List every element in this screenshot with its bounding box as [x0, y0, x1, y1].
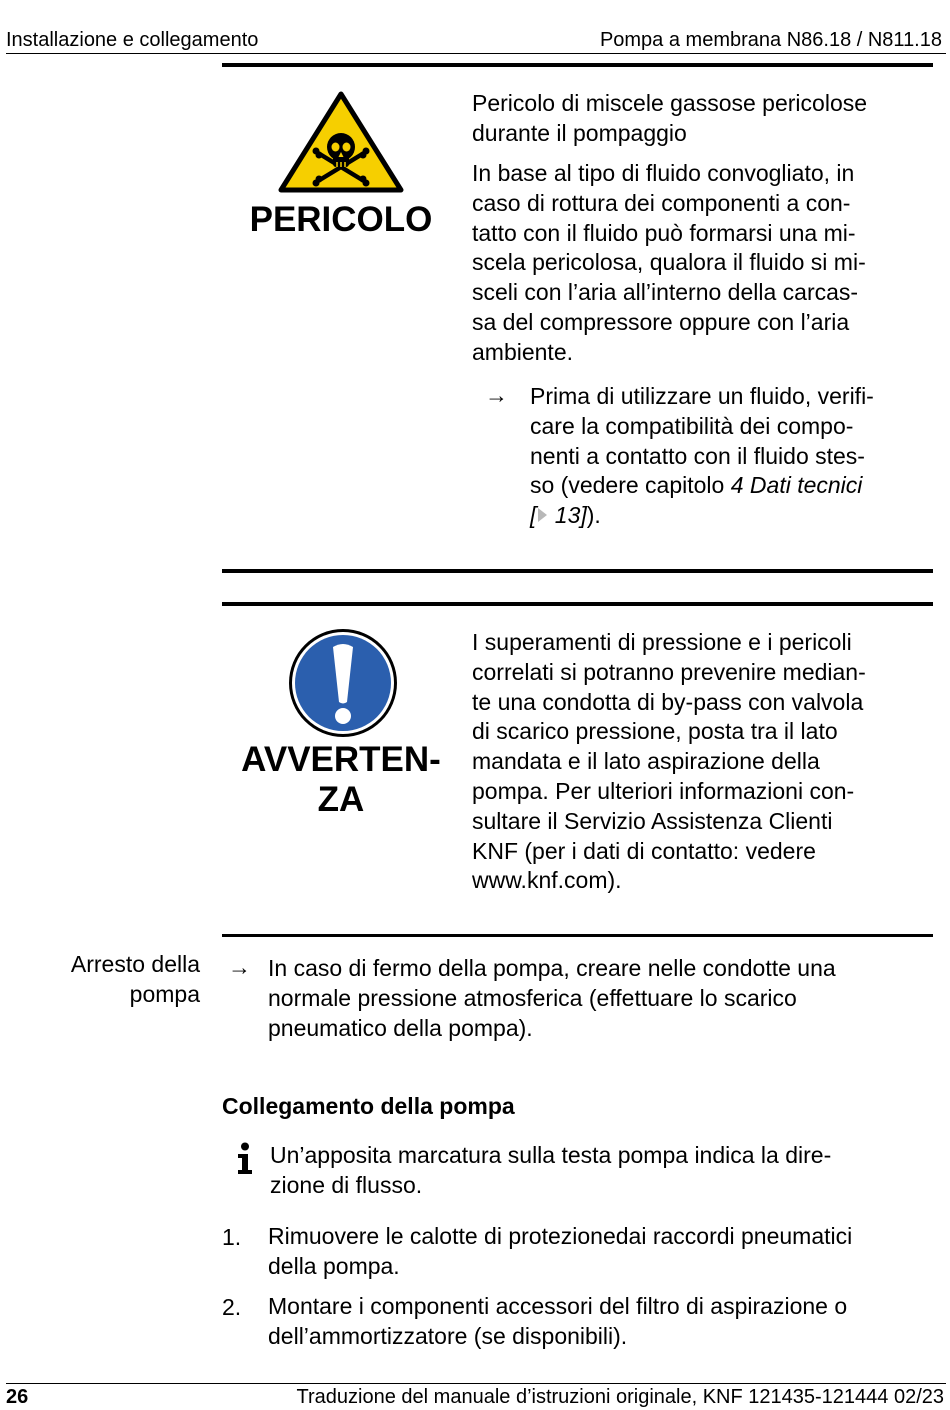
warning-body-line: KNF (per i dati di contatto: vedere	[472, 837, 816, 864]
chapter-reference-link[interactable]: 4 Dati tecnici	[730, 472, 863, 499]
step-text-line: della pompa.	[268, 1252, 400, 1279]
danger-box-top-rule	[222, 63, 933, 67]
page-ref-close: ).	[586, 502, 601, 529]
header-rule	[6, 53, 946, 54]
page-ref-number: 13]	[548, 502, 587, 529]
exclamation-circle-icon	[287, 627, 399, 739]
danger-action-arrow-icon: →	[485, 382, 508, 408]
page-number: 26	[6, 1386, 29, 1408]
stop-margin-label-line: pompa	[129, 980, 200, 1007]
danger-body	[472, 159, 942, 368]
stop-margin-label-line: Arresto della	[70, 951, 200, 977]
warning-signal-line: ZA	[317, 780, 365, 819]
warning-body-line: di scarico pressione, posta tra il lato	[472, 718, 838, 745]
header-section-title: Installazione e collegamento	[6, 29, 259, 51]
danger-signal-word: PERICOLO	[249, 200, 433, 239]
danger-title-line: Pericolo di miscele gassose pericolose	[472, 90, 868, 116]
danger-action-line: nenti a contatto con il fluido stes-	[530, 442, 865, 469]
connection-info-line: Un’apposita marcatura sulla testa pompa indica la dire-	[270, 1142, 832, 1168]
warning-body-line: pompa. Per ulteriori informazioni con-	[472, 777, 855, 804]
danger-action	[530, 382, 942, 531]
stop-margin-label	[10, 950, 200, 1010]
warning-signal-line: AVVERTEN-	[241, 740, 441, 779]
warning-signal-word	[226, 740, 456, 820]
warning-box-top-rule	[222, 602, 933, 606]
stop-instruction	[268, 954, 943, 1043]
warning-body-line: mandata e il lato aspirazione della	[472, 748, 820, 775]
stop-instruction-line: In caso di fermo della pompa, creare nelle condotte una	[268, 955, 836, 981]
play-triangle-icon	[538, 508, 547, 522]
danger-action-line	[530, 471, 942, 501]
page-ref-open-bracket: [	[530, 502, 537, 529]
step-text-line: dell’ammortizzatore (se disponibili).	[268, 1322, 628, 1349]
page-reference-link[interactable]	[530, 502, 587, 528]
connection-info	[270, 1141, 942, 1201]
danger-action-last-prefix: so (vedere capitolo	[530, 472, 731, 499]
danger-action-line	[530, 501, 942, 531]
danger-action-line: care la compatibilità dei compo-	[530, 412, 854, 439]
danger-body-line: ambiente.	[472, 338, 574, 365]
danger-action-line: Prima di utilizzare un fluido, verifi-	[530, 383, 874, 409]
danger-title	[472, 89, 942, 149]
danger-body-line: caso di rottura dei componenti a con-	[472, 189, 851, 216]
step-text	[268, 1222, 943, 1282]
warning-body-line: correlati si potranno prevenire median-	[472, 658, 866, 685]
skull-crossbones-warning-triangle-icon	[278, 91, 404, 193]
stop-instruction-line: pneumatico della pompa).	[268, 1014, 533, 1041]
stop-instruction-line: normale pressione atmosferica (effettuare lo scarico	[268, 984, 797, 1011]
step-text	[268, 1292, 943, 1352]
warning-body-line: I superamenti di pressione e i pericoli	[472, 629, 852, 655]
danger-box-bottom-rule	[222, 569, 933, 573]
warning-body-line: te una condotta di by-pass con valvola	[472, 688, 864, 715]
step-text-line: Montare i componenti accessori del filtro di aspirazione o	[268, 1293, 848, 1319]
connection-info-line: zione di flusso.	[270, 1171, 423, 1198]
stop-arrow-icon: →	[228, 954, 251, 980]
connection-heading: Collegamento della pompa	[222, 1093, 515, 1119]
step-text-line: Rimuovere le calotte di protezionedai raccordi pneumatici	[268, 1223, 853, 1249]
header-product-title: Pompa a membrana N86.18 / N811.18	[599, 29, 942, 51]
warning-body-line[interactable]	[472, 866, 942, 896]
warning-body-line: sultare il Servizio Assistenza Clienti	[472, 807, 833, 834]
step-number: 2.	[222, 1294, 242, 1320]
danger-body-line: sceli con l’aria all’interno della carcas-	[472, 279, 859, 306]
danger-body-line: scela pericolosa, qualora il fluido si mi-	[472, 249, 866, 276]
knf-website-link[interactable]: www.knf.com).	[472, 867, 622, 894]
danger-title-line: durante il pompaggio	[472, 119, 687, 146]
warning-body	[472, 628, 942, 896]
danger-body-line: tatto con il fluido può formarsi una mi-	[472, 219, 856, 246]
danger-body-line: sa del compressore oppure con l’aria	[472, 308, 850, 335]
footer-document-title: Traduzione del manuale d’istruzioni originale, KNF 121435-121444 02/23	[296, 1386, 944, 1408]
danger-body-line: In base al tipo di fluido convogliato, in	[472, 160, 855, 186]
step-number: 1.	[222, 1224, 242, 1250]
stop-section-rule	[222, 934, 933, 937]
info-icon	[234, 1142, 256, 1176]
